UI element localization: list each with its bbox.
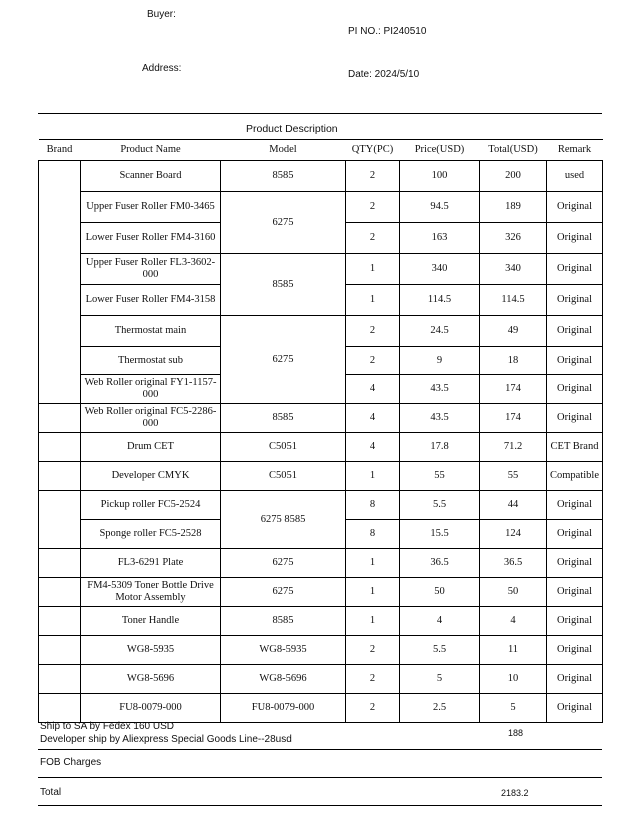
buyer-label: Buyer: xyxy=(147,9,176,20)
price: 340 xyxy=(400,254,480,285)
table-row xyxy=(39,316,603,347)
price: 9 xyxy=(400,347,480,375)
remark: Original xyxy=(547,347,603,375)
price: 94.5 xyxy=(400,192,480,223)
model: 6275 xyxy=(221,316,346,404)
remark: Original xyxy=(547,254,603,285)
model: 6275 xyxy=(221,192,346,254)
total: 4 xyxy=(480,607,547,636)
shipping-total: 188 xyxy=(508,728,524,738)
model: 8585 xyxy=(221,161,346,192)
brand-cell xyxy=(39,607,81,636)
qty: 1 xyxy=(346,462,400,491)
remark: Original xyxy=(547,694,603,723)
table-row xyxy=(39,665,603,694)
price: 43.5 xyxy=(400,404,480,433)
remark: Original xyxy=(547,285,603,316)
total: 10 xyxy=(480,665,547,694)
product-name: WG8-5696 xyxy=(81,665,221,694)
shipping-divider xyxy=(38,749,602,750)
product-name: FU8-0079-000 xyxy=(81,694,221,723)
product-name: Drum CET xyxy=(81,433,221,462)
table-row xyxy=(39,404,603,433)
model: 6275 xyxy=(221,549,346,578)
column-header: Product Name xyxy=(81,140,221,161)
fob-divider xyxy=(38,777,602,778)
qty: 4 xyxy=(346,433,400,462)
table-header-row xyxy=(39,140,603,161)
total: 124 xyxy=(480,520,547,549)
qty: 2 xyxy=(346,347,400,375)
column-header: QTY(PC) xyxy=(346,140,400,161)
model: C5051 xyxy=(221,433,346,462)
product-name: Thermostat main xyxy=(81,316,221,347)
remark: Original xyxy=(547,404,603,433)
remark: Original xyxy=(547,520,603,549)
product-name: Upper Fuser Roller FM0-3465 xyxy=(81,192,221,223)
product-name: Toner Handle xyxy=(81,607,221,636)
remark: Original xyxy=(547,665,603,694)
qty: 2 xyxy=(346,316,400,347)
brand-cell xyxy=(39,433,81,462)
remark: CET Brand xyxy=(547,433,603,462)
price: 100 xyxy=(400,161,480,192)
model: C5051 xyxy=(221,462,346,491)
product-name: FM4-5309 Toner Bottle Drive Motor Assembly xyxy=(81,578,221,607)
model: WG8-5935 xyxy=(221,636,346,665)
total-divider xyxy=(38,805,602,806)
total: 326 xyxy=(480,223,547,254)
pi-date: Date: 2024/5/10 xyxy=(348,69,420,80)
remark: Original xyxy=(547,316,603,347)
column-header: Model xyxy=(221,140,346,161)
table-row xyxy=(39,549,603,578)
total: 49 xyxy=(480,316,547,347)
price: 4 xyxy=(400,607,480,636)
product-name: Sponge roller FC5-2528 xyxy=(81,520,221,549)
column-header: Total(USD) xyxy=(480,140,547,161)
qty: 1 xyxy=(346,578,400,607)
brand-cell xyxy=(39,636,81,665)
qty: 2 xyxy=(346,694,400,723)
remark: used xyxy=(547,161,603,192)
qty: 8 xyxy=(346,520,400,549)
product-name: Lower Fuser Roller FM4-3160 xyxy=(81,223,221,254)
total: 71.2 xyxy=(480,433,547,462)
model: 6275 xyxy=(221,578,346,607)
remark: Original xyxy=(547,607,603,636)
total: 5 xyxy=(480,694,547,723)
pi-number: PI NO.: PI240510 xyxy=(348,26,427,37)
total: 44 xyxy=(480,491,547,520)
fob-label: FOB Charges xyxy=(40,757,102,768)
grand-total: 2183.2 xyxy=(501,788,529,798)
product-name: WG8-5935 xyxy=(81,636,221,665)
total: 18 xyxy=(480,347,547,375)
remark: Original xyxy=(547,192,603,223)
column-header: Price(USD) xyxy=(400,140,480,161)
total: 50 xyxy=(480,578,547,607)
price: 114.5 xyxy=(400,285,480,316)
table-row xyxy=(39,636,603,665)
qty: 2 xyxy=(346,161,400,192)
qty: 1 xyxy=(346,285,400,316)
brand-cell xyxy=(39,161,81,404)
total: 36.5 xyxy=(480,549,547,578)
table-row xyxy=(39,161,603,192)
remark: Original xyxy=(547,636,603,665)
brand-cell xyxy=(39,549,81,578)
price: 43.5 xyxy=(400,375,480,404)
product-name: Thermostat sub xyxy=(81,347,221,375)
price: 163 xyxy=(400,223,480,254)
table-row xyxy=(39,607,603,636)
qty: 1 xyxy=(346,607,400,636)
qty: 4 xyxy=(346,404,400,433)
price: 55 xyxy=(400,462,480,491)
price: 50 xyxy=(400,578,480,607)
total: 11 xyxy=(480,636,547,665)
model: 8585 xyxy=(221,404,346,433)
qty: 1 xyxy=(346,549,400,578)
total: 200 xyxy=(480,161,547,192)
product-table xyxy=(38,139,603,723)
qty: 2 xyxy=(346,636,400,665)
table-row xyxy=(39,694,603,723)
shipping-fedex: Ship to SA by Fedex 160 USD xyxy=(40,721,174,732)
price: 15.5 xyxy=(400,520,480,549)
qty: 2 xyxy=(346,223,400,254)
price: 36.5 xyxy=(400,549,480,578)
price: 5 xyxy=(400,665,480,694)
header-divider xyxy=(38,113,602,114)
product-name: FL3-6291 Plate xyxy=(81,549,221,578)
product-name: Web Roller original FC5-2286-000 xyxy=(81,404,221,433)
product-name: Pickup roller FC5-2524 xyxy=(81,491,221,520)
product-name: Web Roller original FY1-1157-000 xyxy=(81,375,221,404)
qty: 8 xyxy=(346,491,400,520)
address-label: Address: xyxy=(142,63,182,74)
price: 17.8 xyxy=(400,433,480,462)
column-header: Remark xyxy=(547,140,603,161)
table-title: Product Description xyxy=(246,123,338,135)
price: 5.5 xyxy=(400,636,480,665)
qty: 2 xyxy=(346,665,400,694)
remark: Original xyxy=(547,549,603,578)
price: 5.5 xyxy=(400,491,480,520)
brand-cell xyxy=(39,578,81,607)
remark: Original xyxy=(547,491,603,520)
table-row xyxy=(39,462,603,491)
product-name: Scanner Board xyxy=(81,161,221,192)
product-name: Developer CMYK xyxy=(81,462,221,491)
remark: Compatible xyxy=(547,462,603,491)
table-row xyxy=(39,192,603,223)
model: FU8-0079-000 xyxy=(221,694,346,723)
remark: Original xyxy=(547,578,603,607)
price: 2.5 xyxy=(400,694,480,723)
product-name: Upper Fuser Roller FL3-3602-000 xyxy=(81,254,221,285)
column-header: Brand xyxy=(39,140,81,161)
total: 174 xyxy=(480,375,547,404)
remark: Original xyxy=(547,223,603,254)
table-row xyxy=(39,433,603,462)
model: 8585 xyxy=(221,607,346,636)
total: 340 xyxy=(480,254,547,285)
brand-cell xyxy=(39,491,81,549)
brand-cell xyxy=(39,404,81,433)
model: 8585 xyxy=(221,254,346,316)
table-row xyxy=(39,254,603,285)
total: 174 xyxy=(480,404,547,433)
model: WG8-5696 xyxy=(221,665,346,694)
qty: 1 xyxy=(346,254,400,285)
total: 114.5 xyxy=(480,285,547,316)
remark: Original xyxy=(547,375,603,404)
brand-cell xyxy=(39,462,81,491)
product-name: Lower Fuser Roller FM4-3158 xyxy=(81,285,221,316)
brand-cell xyxy=(39,694,81,723)
model: 6275 8585 xyxy=(221,491,346,549)
qty: 2 xyxy=(346,192,400,223)
price: 24.5 xyxy=(400,316,480,347)
brand-cell xyxy=(39,665,81,694)
qty: 4 xyxy=(346,375,400,404)
total-label: Total xyxy=(40,787,62,798)
table-row xyxy=(39,578,603,607)
total: 189 xyxy=(480,192,547,223)
total: 55 xyxy=(480,462,547,491)
table-row xyxy=(39,491,603,520)
shipping-aliexpress: Developer ship by Aliexpress Special Goods Line--28usd xyxy=(40,734,292,745)
